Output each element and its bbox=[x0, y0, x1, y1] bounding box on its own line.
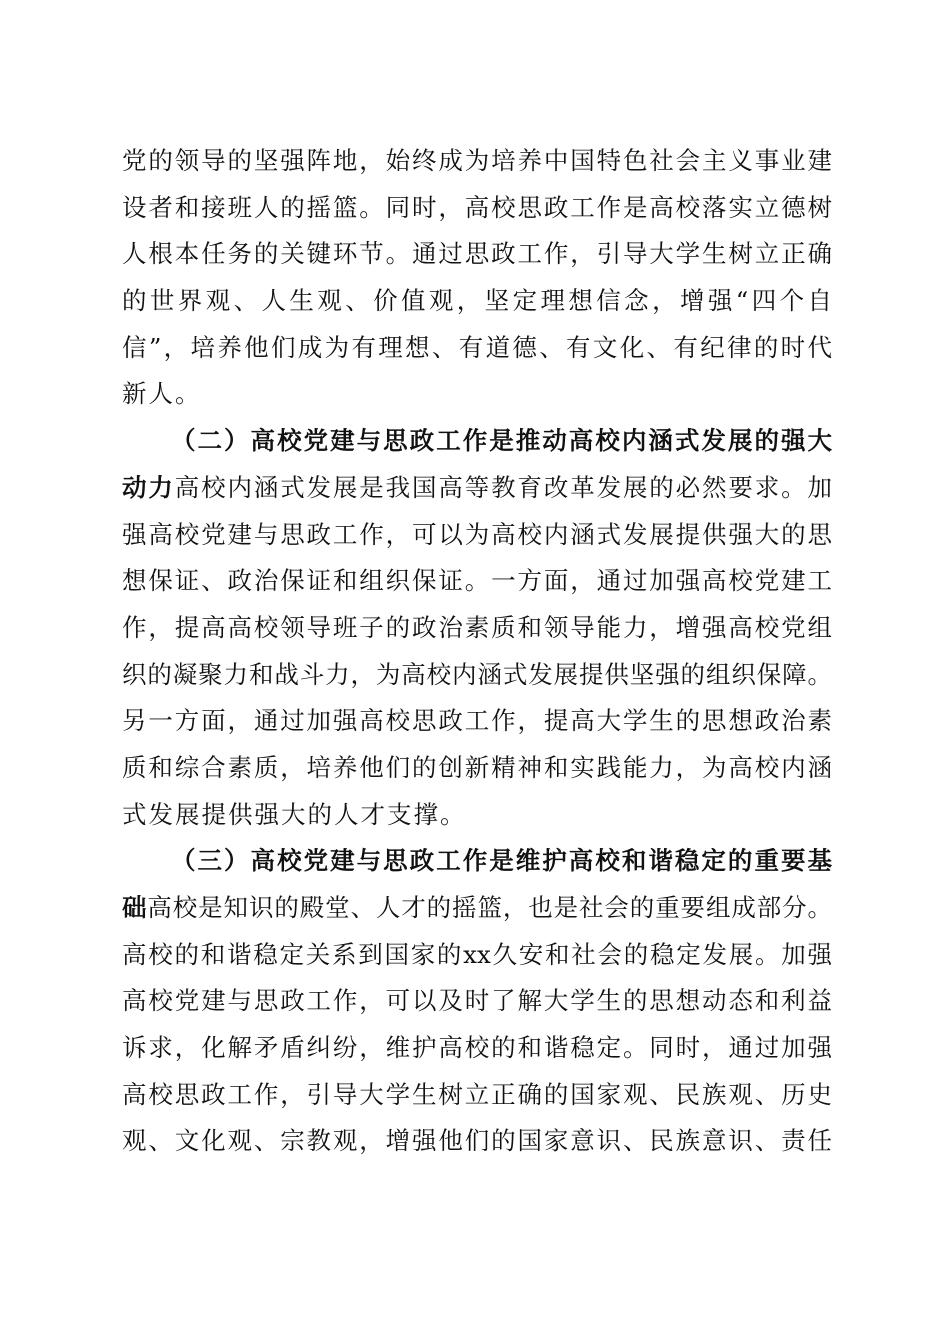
section-2-heading: （二）高校党建与思政工作是推动高校内涵式发展的强大 bbox=[171, 426, 832, 456]
paragraph-3-line-4: 高校党建与思政工作，可以及时了解大学生的思想动态和利益 bbox=[122, 986, 832, 1016]
paragraph-2-line-6: 织的凝聚力和战斗力，为高校内涵式发展提供坚强的组织保障。 bbox=[122, 659, 832, 689]
paragraph-3-line-5: 诉求，化解矛盾纠纷，维护高校的和谐稳定。同时，通过加强 bbox=[122, 1033, 832, 1063]
paragraph-3-line-7: 观、文化观、宗教观，增强他们的国家意识、民族意识、责任 bbox=[122, 1126, 832, 1156]
paragraph-1-line-1: 党的领导的坚强阵地，始终成为培养中国特色社会主义事业建 bbox=[122, 146, 832, 175]
paragraph-1-line-3: 人根本任务的关键环节。通过思政工作，引导大学生树立正确 bbox=[122, 239, 832, 269]
paragraph-2-line-2-text: 高校内涵式发展是我国高等教育改革发展的必然要求。加 bbox=[174, 472, 833, 502]
paragraph-1-line-2: 设者和接班人的摇篮。同时，高校思政工作是高校落实立德树 bbox=[122, 192, 832, 222]
section-3-heading: （三）高校党建与思政工作是维护高校和谐稳定的重要基 bbox=[171, 846, 832, 876]
paragraph-3-line-2 bbox=[122, 885, 832, 932]
paragraph-1-line-4: 的世界观、人生观、价值观，坚定理想信念，增强“四个自 bbox=[122, 286, 832, 316]
paragraph-2-line-7: 另一方面，通过加强高校思政工作，提高大学生的思想政治素 bbox=[122, 706, 832, 736]
paragraph-3-line-3: 高校的和谐稳定关系到国家的xx久安和社会的稳定发展。加强 bbox=[122, 939, 832, 969]
paragraph-2-line-4: 想保证、政治保证和组织保证。一方面，通过加强高校党建工 bbox=[122, 566, 832, 596]
paragraph-3-line-2-text: 高校是知识的殿堂、人才的摇篮，也是社会的重要组成部分。 bbox=[147, 893, 832, 922]
paragraph-2-line-9: 式发展提供强大的人才支撑。 bbox=[122, 799, 467, 829]
paragraph-2-line-5: 作，提高高校领导班子的政治素质和领导能力，增强高校党组 bbox=[122, 612, 832, 642]
section-3-heading-continuation: 础 bbox=[122, 893, 148, 922]
paragraph-2-line-3: 强高校党建与思政工作，可以为高校内涵式发展提供强大的思 bbox=[122, 519, 832, 549]
paragraph-1-line-6: 新人。 bbox=[122, 379, 202, 409]
section-2-heading-continuation: 动力 bbox=[122, 472, 175, 502]
document-body bbox=[122, 138, 832, 1165]
paragraph-2-line-2 bbox=[122, 465, 832, 512]
paragraph-1-line-5: 信”，培养他们成为有理想、有道德、有文化、有纪律的时代 bbox=[122, 332, 832, 362]
paragraph-3-line-6: 高校思政工作，引导大学生树立正确的国家观、民族观、历史 bbox=[122, 1079, 832, 1109]
paragraph-2-line-8: 质和综合素质，培养他们的创新精神和实践能力，为高校内涵 bbox=[122, 752, 832, 782]
